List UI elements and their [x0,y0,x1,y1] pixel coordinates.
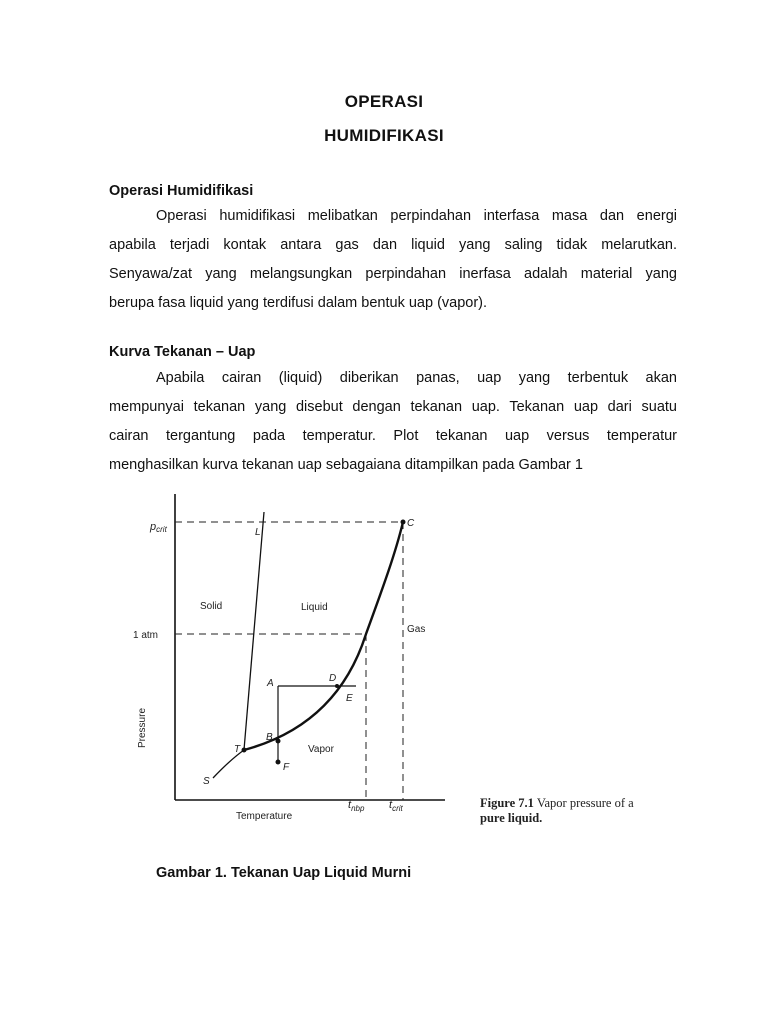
document-title-line1: OPERASI [344,92,424,111]
point-e-label: E [346,693,353,704]
document-title-line2: HUMIDIFIKASI [324,126,444,145]
section-heading-kurva: Kurva Tekanan – Uap [109,344,256,360]
one-atm-label: 1 atm [133,630,159,641]
paragraph-line: mempunyai tekanan yang disebut dengan tekanan uap. Tekanan uap dari suatu [109,399,677,415]
region-vapor-label: Vapor [308,744,334,755]
point-b-marker [276,739,281,744]
t-nbp-label: $t_{nbp}$ [348,799,365,813]
point-c-label: C [407,518,415,529]
point-a-label: A [267,678,274,689]
paragraph-line: cairan tergantung pada temperatur. Plot tekanan uap versus temperatur [109,428,677,444]
point-t-marker [242,748,247,753]
figure-title-caption: Gambar 1. Tekanan Uap Liquid Murni [156,865,412,881]
region-gas-label: Gas [407,624,426,635]
melting-curve [244,512,264,750]
figure-caption-number: Figure 7.1 [480,796,534,810]
paragraph-line: Apabila cairan (liquid) diberikan panas, uap yang terbentuk akan [156,370,677,386]
x-axis-label: Temperature [236,811,293,822]
paragraph-line: apabila terjadi kontak antara gas dan liquid yang saling tidak melarutkan. [109,237,677,253]
paragraph-line: Operasi humidifikasi melibatkan perpindahan interfasa masa dan energi [156,208,677,224]
paragraph-line: Senyawa/zat yang melangsungkan perpindahan inerfasa adalah material yang [109,266,677,282]
t-crit-label: $t_{crit}$ [389,799,403,813]
p-crit-label: pcrit [150,521,167,534]
point-t-label: T [234,744,241,755]
point-l-label: L [255,527,261,538]
point-d-marker [335,684,339,688]
figure-caption-text: Vapor pressure of a [536,796,634,810]
figure-caption-text-line2: pure liquid. [480,811,543,825]
region-solid-label: Solid [200,601,223,612]
point-b-label: B [266,732,273,743]
paragraph-line: berupa fasa liquid yang terdifusi dalam bentuk uap (vapor). [109,295,488,311]
point-f-label: F [283,762,290,773]
section-heading-humidifikasi: Operasi Humidifikasi [109,183,254,199]
point-d-label: D [329,673,337,684]
point-s-label: S [203,776,210,787]
point-f-marker [276,760,281,765]
y-axis-label: Pressure [137,707,148,748]
paragraph-line: menghasilkan kurva tekanan uap sebagaiana ditampilkan pada Gambar 1 [109,457,583,473]
vapor-pressure-curve [244,522,403,750]
region-liquid-label: Liquid [301,602,328,613]
point-c-marker [401,520,406,525]
figure-caption [480,796,634,826]
